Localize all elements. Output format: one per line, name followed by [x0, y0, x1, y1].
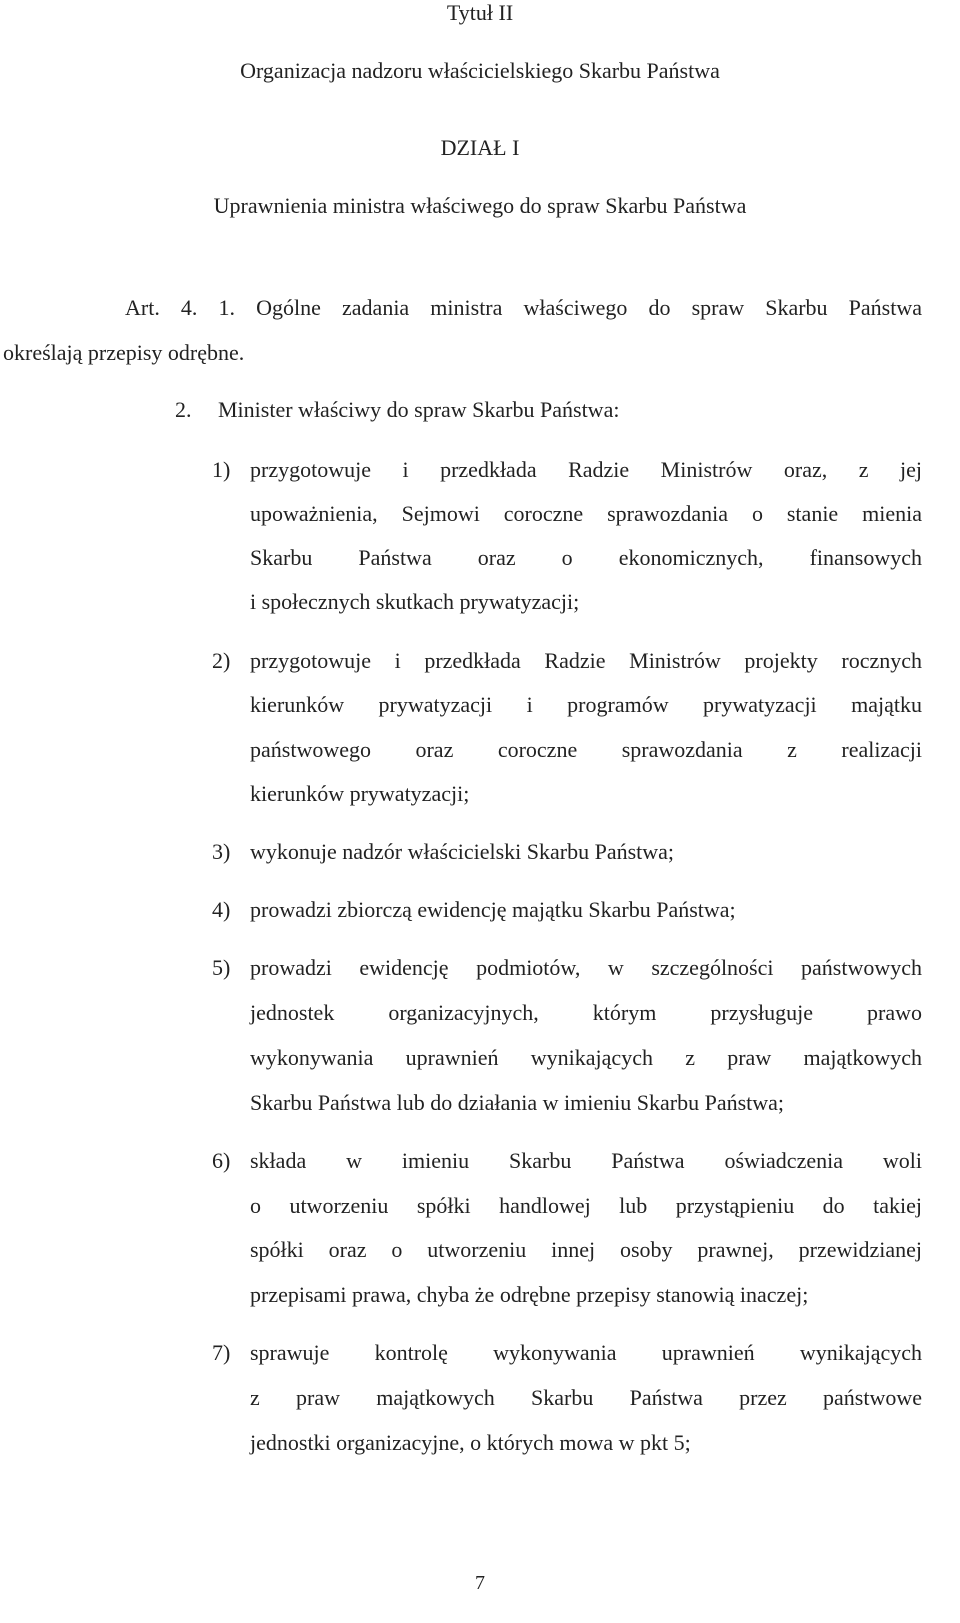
subtitle: Organizacja nadzoru właścicielskiego Skarbu Państwa: [240, 58, 720, 83]
item-number: 1): [212, 457, 231, 482]
item-line: Skarbu Państwa lub do działania w imieniu Skarbu Państwa;: [250, 1090, 785, 1115]
item-line: jednostek organizacyjnych, którym przysługuje prawo: [250, 1000, 922, 1025]
section-heading: DZIAŁ I: [440, 135, 520, 160]
title: Tytuł II: [446, 0, 514, 25]
item-line: Skarbu Państwa oraz o ekonomicznych, finansowych: [250, 545, 922, 570]
item-number: 7): [212, 1340, 231, 1365]
section-title: Uprawnienia ministra właściwego do spraw Skarbu Państwa: [213, 193, 747, 218]
item-line: składa w imieniu Skarbu Państwa oświadczenia woli: [250, 1148, 922, 1173]
art4-paragraph1-line2: określają przepisy odrębne.: [3, 340, 245, 365]
item-line: państwowego oraz coroczne sprawozdania z realizacji: [250, 737, 922, 762]
page-number: 7: [475, 1572, 485, 1594]
item-line: przygotowuje i przedkłada Radzie Ministrów oraz, z jej: [250, 457, 922, 482]
item-line: z praw majątkowych Skarbu Państwa przez państwowe: [250, 1385, 922, 1410]
art4-paragraph2-text: Minister właściwy do spraw Skarbu Państwa:: [218, 397, 620, 422]
item-line: wykonywania uprawnień wynikających z praw majątkowych: [250, 1045, 922, 1070]
item-number: 5): [212, 955, 231, 980]
item-line: sprawuje kontrolę wykonywania uprawnień wynikających: [250, 1340, 922, 1365]
art4-paragraph1-line1: Art. 4. 1. Ogólne zadania ministra właściwego do spraw Skarbu Państwa: [125, 295, 922, 320]
item-line: jednostki organizacyjne, o których mowa w pkt 5;: [250, 1430, 691, 1455]
item-line: wykonuje nadzór właścicielski Skarbu Państwa;: [250, 839, 675, 864]
item-line: prowadzi zbiorczą ewidencję majątku Skarbu Państwa;: [250, 897, 736, 922]
item-line: spółki oraz o utworzeniu innej osoby prawnej, przewidzianej: [250, 1237, 922, 1262]
item-line: przygotowuje i przedkłada Radzie Ministrów projekty rocznych: [250, 648, 922, 673]
item-number: 2): [212, 648, 231, 673]
item-line: i społecznych skutkach prywatyzacji;: [250, 589, 580, 614]
item-number: 4): [212, 897, 231, 922]
item-line: kierunków prywatyzacji;: [250, 781, 470, 806]
item-line: prowadzi ewidencję podmiotów, w szczególności państwowych: [250, 955, 922, 980]
item-line: kierunków prywatyzacji i programów prywatyzacji majątku: [250, 692, 922, 717]
item-number: 3): [212, 839, 231, 864]
item-number: 6): [212, 1148, 231, 1173]
item-line: upoważnienia, Sejmowi coroczne sprawozdania o stanie mienia: [250, 501, 922, 526]
item-line: o utworzeniu spółki handlowej lub przystąpieniu do takiej: [250, 1193, 922, 1218]
art4-paragraph2-number: 2.: [175, 397, 192, 422]
item-line: przepisami prawa, chyba że odrębne przepisy stanowią inaczej;: [250, 1282, 809, 1307]
